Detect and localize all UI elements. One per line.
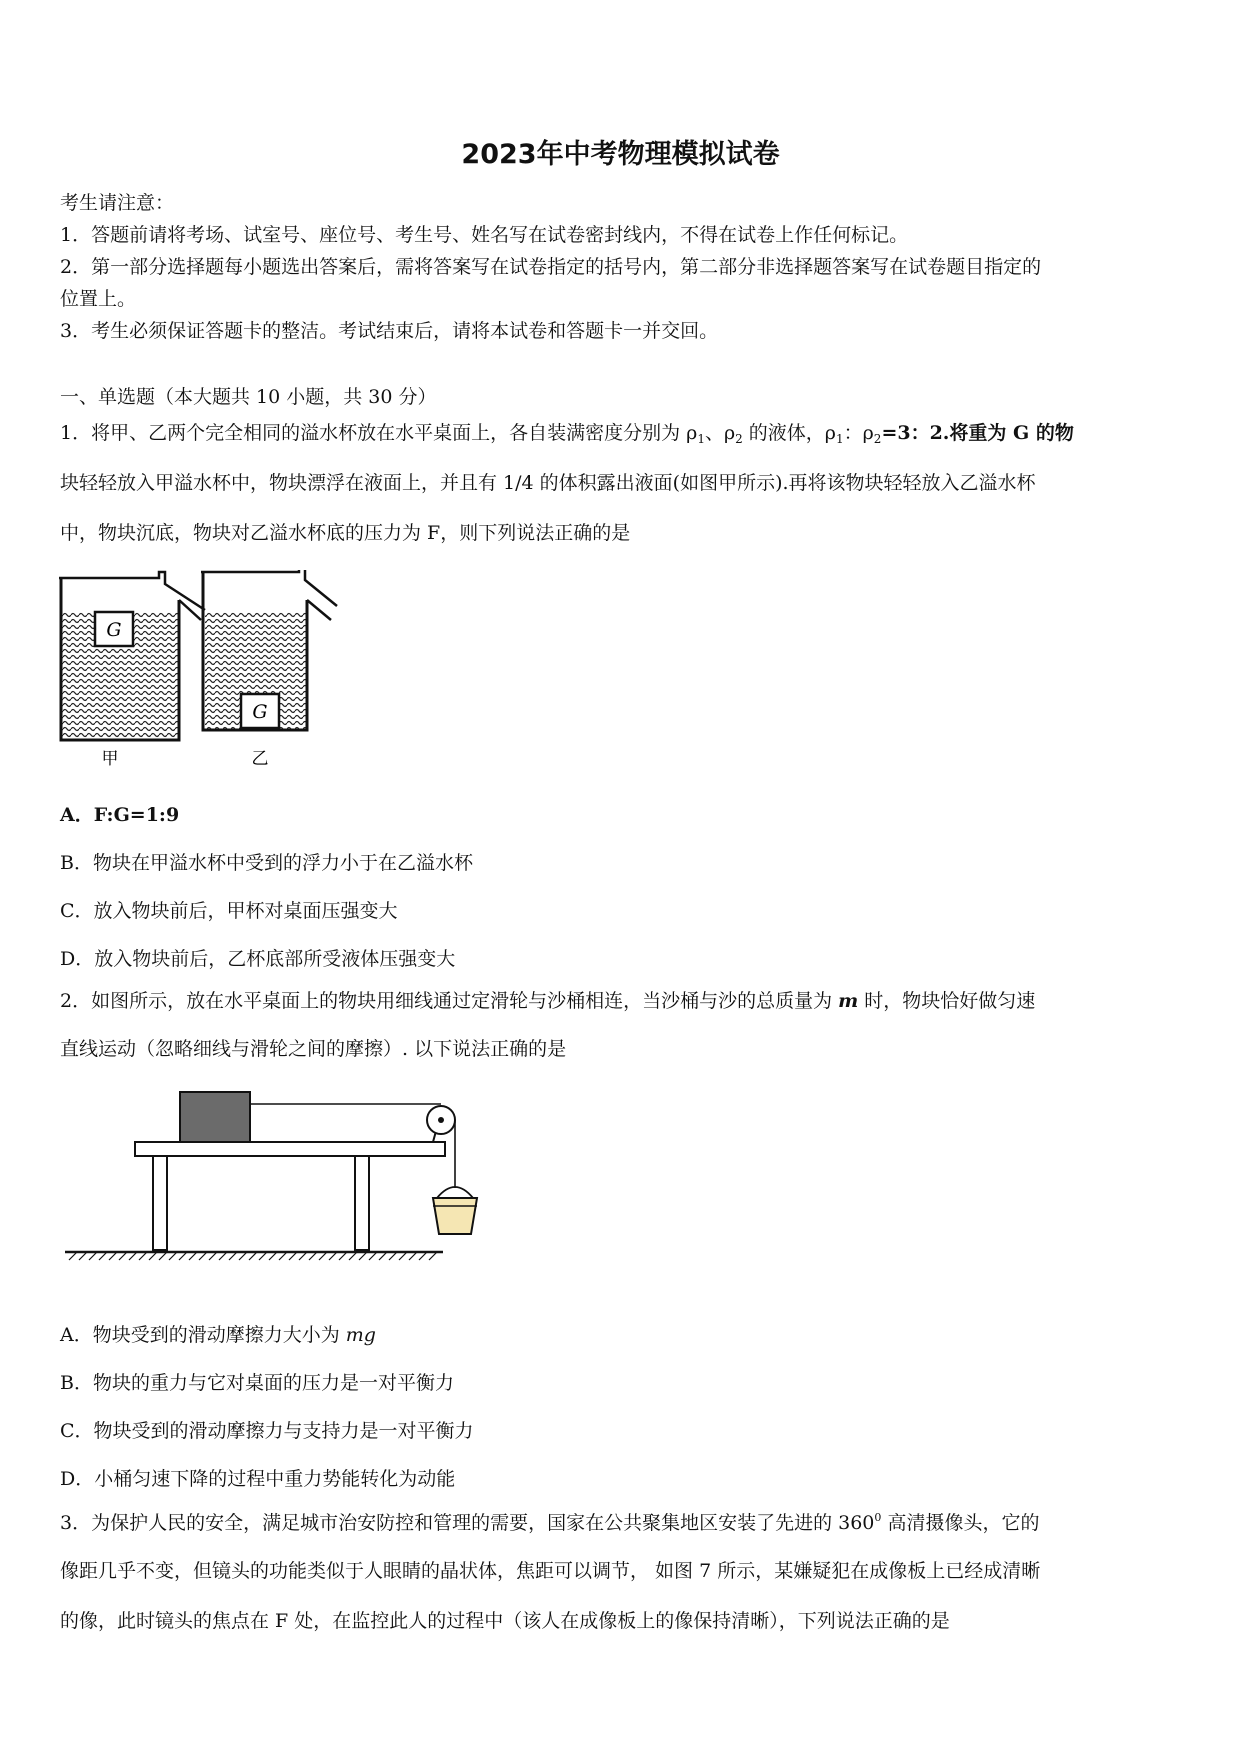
q3-line-2: 像距几乎不变，但镜头的功能类似于人眼睛的晶状体，焦距可以调节， 如图 7 所示，某嫌疑犯在成像板上已经成清晰 [60, 1560, 1041, 1582]
q1-line-1 [60, 424, 1074, 445]
page-title: 2023年中考物理模拟试卷 [461, 139, 780, 170]
q3-text-a: 3．为保护人民的安全，满足城市治安防控和管理的需要，国家在公共聚集地区安装了先进的 360 [60, 1512, 875, 1534]
q3-text-b: 高清摄像头，它的 [881, 1512, 1040, 1534]
q2-option-a-text: A．物块受到的滑动摩擦力大小为 [60, 1324, 346, 1346]
notice-item-3: 3．考生必须保证答题卡的整洁。考试结束后，请将本试卷和答题卡一并交回。 [60, 320, 719, 342]
q1-option-c: C．放入物块前后，甲杯对桌面压强变大 [60, 900, 398, 922]
caption-left: 甲 [101, 749, 119, 769]
q1-text-a: 1．将甲、乙两个完全相同的溢水杯放在水平桌面上，各自装满密度分别为 ρ [60, 422, 698, 444]
sand-bucket [433, 1198, 477, 1234]
q1-text-d: ：ρ [843, 422, 874, 444]
q1-sub-1: 1 [697, 432, 705, 446]
q1-sub-4: 2 [873, 432, 882, 446]
notice-item-2-cont: 位置上。 [60, 288, 137, 310]
table-leg-left [153, 1156, 167, 1250]
q2-line-2: 直线运动（忽略细线与滑轮之间的摩擦）. 以下说法正确的是 [60, 1038, 567, 1060]
q1-option-a: A．F:G=1:9 [60, 804, 180, 826]
q3-line-1 [60, 1512, 1039, 1533]
q1-text-e: =3：2.将重为 G 的物 [881, 422, 1074, 444]
notice-item-1: 1．答题前请将考场、试室号、座位号、考生号、姓名写在试卷密封线内，不得在试卷上作任何标记。 [60, 224, 909, 246]
q2-option-c: C．物块受到的滑动摩擦力与支持力是一对平衡力 [60, 1420, 474, 1442]
caption-right: 乙 [251, 749, 269, 769]
notice-heading: 考生请注意： [60, 192, 175, 214]
table-leg-right [355, 1156, 369, 1250]
q2-option-a [60, 1320, 376, 1347]
q1-figure [55, 570, 375, 770]
q2-option-a-math: mg [345, 1324, 376, 1346]
q2-text-a: 2．如图所示，放在水平桌面上的物块用细线通过定滑轮与沙桶相连，当沙桶与沙的总质量为 [60, 990, 839, 1012]
sliding-block [180, 1092, 250, 1142]
q1-text-c: 的液体，ρ [742, 422, 836, 444]
q2-figure [65, 1090, 505, 1270]
q1-option-b: B．物块在甲溢水杯中受到的浮力小于在乙溢水杯 [60, 852, 473, 874]
q1-line-2: 块轻轻放入甲溢水杯中，物块漂浮在液面上，并且有 1/4 的体积露出液面(如图甲所示).再将该物块轻轻放入乙溢水杯 [60, 472, 1036, 494]
q1-line-3: 中，物块沉底，物块对乙溢水杯底的压力为 F，则下列说法正确的是 [60, 522, 631, 544]
cup-right [201, 570, 337, 769]
tabletop [135, 1142, 445, 1156]
q1-text-b: 、ρ [704, 422, 736, 444]
q2-option-b: B．物块的重力与它对桌面的压力是一对平衡力 [60, 1372, 454, 1394]
q2-option-d: D．小桶匀速下降的过程中重力势能转化为动能 [60, 1468, 456, 1490]
q2-text-m: m [838, 990, 859, 1012]
q2-line-1 [60, 992, 1035, 1011]
section-heading: 一、单选题（本大题共 10 小题，共 30 分） [60, 386, 437, 408]
notice-item-2: 2．第一部分选择题每小题选出答案后，需将答案写在试卷指定的括号内，第二部分非选择题答案写在试卷题目指定的 [60, 256, 1042, 278]
block-left-label: G [106, 619, 122, 641]
block-right-label: G [252, 701, 268, 723]
q3-sup: 0 [874, 1511, 882, 1524]
q1-sub-2: 2 [735, 432, 743, 446]
q3-line-3: 的像，此时镜头的焦点在 F 处，在监控此人的过程中（该人在成像板上的像保持清晰），下列说法正确的是 [60, 1610, 950, 1632]
bucket-handle [437, 1187, 473, 1198]
q2-text-b: 时，物块恰好做匀速 [858, 990, 1036, 1012]
q1-option-d: D．放入物块前后，乙杯底部所受液体压强变大 [60, 948, 456, 970]
cup-left [59, 572, 205, 769]
q1-sub-3: 1 [835, 432, 844, 446]
